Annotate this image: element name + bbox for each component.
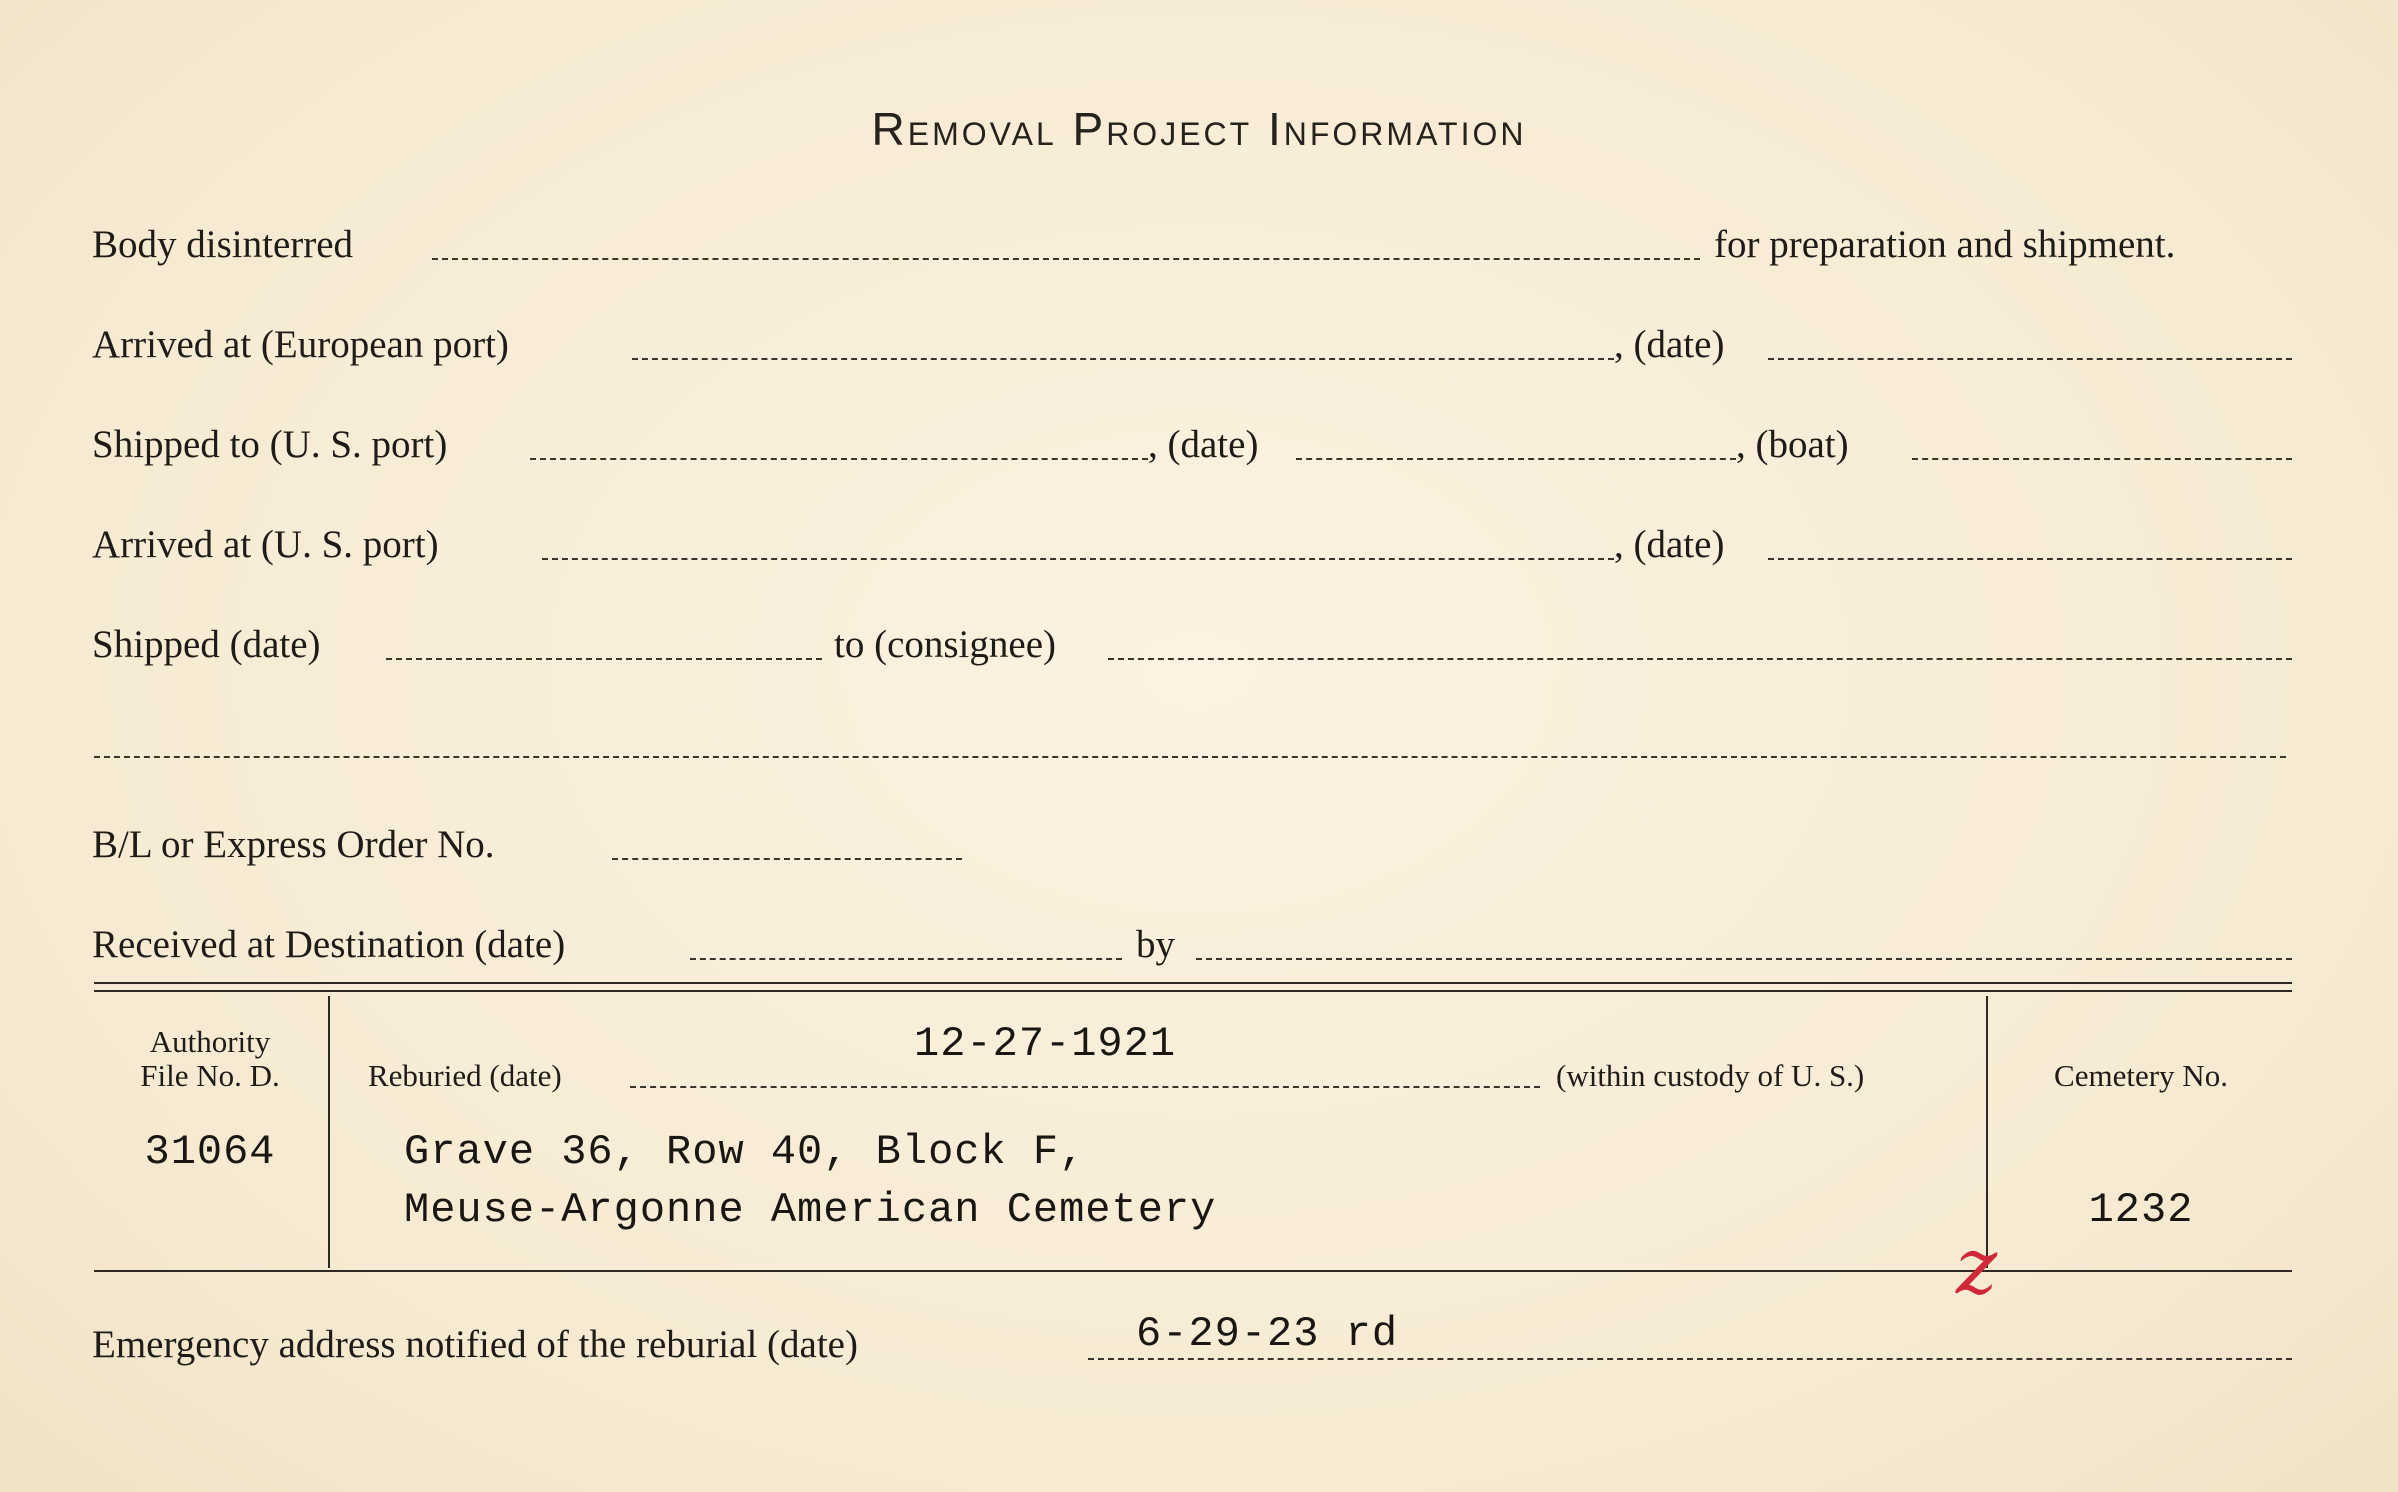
by-line xyxy=(1196,958,2292,960)
shipped-to-us-date-label: , (date) xyxy=(1148,423,1259,466)
file-no-value: 31064 xyxy=(144,1128,276,1176)
emergency-label: Emergency address notified of the reburial (date) xyxy=(92,1323,858,1366)
arrived-us-label: Arrived at (U. S. port) xyxy=(92,523,439,566)
authority-label: Authority xyxy=(149,1024,271,1059)
bl-order-label: B/L or Express Order No. xyxy=(92,823,495,866)
boat-line xyxy=(1912,458,2292,460)
reburied-line xyxy=(630,1086,1540,1088)
box-top-rule-double xyxy=(94,990,2292,992)
received-destination-line xyxy=(690,958,1122,960)
by-label: by xyxy=(1136,923,1175,966)
box-top-rule xyxy=(94,982,2292,984)
boat-label: , (boat) xyxy=(1736,423,1849,466)
shipped-to-us-line xyxy=(530,458,1148,460)
consignee-continuation-line xyxy=(94,756,2286,758)
arrived-european-line xyxy=(632,358,1614,360)
arrived-us-date-label: , (date) xyxy=(1614,523,1725,566)
reburied-label: Reburied (date) xyxy=(368,1058,562,1093)
box-divider-left xyxy=(328,996,330,1268)
grave-location-line2: Meuse-Argonne American Cemetery xyxy=(404,1186,1217,1234)
grave-location-line1: Grave 36, Row 40, Block F, xyxy=(404,1128,1086,1176)
shipped-date-line xyxy=(386,658,822,660)
cemetery-no-label: Cemetery No. xyxy=(2054,1058,2228,1093)
bl-order-line xyxy=(612,858,962,860)
body-disinterred-label: Body disinterred xyxy=(92,223,354,266)
arrived-us-date-line xyxy=(1768,558,2292,560)
received-destination-label: Received at Destination (date) xyxy=(92,923,566,966)
reburied-date-value: 12-27-1921 xyxy=(914,1020,1177,1068)
shipped-to-us-date-line xyxy=(1296,458,1736,460)
cemetery-no-value: 1232 xyxy=(2088,1186,2194,1234)
body-disinterred-line xyxy=(432,258,1700,260)
emergency-line xyxy=(1088,1358,2292,1360)
for-preparation-label: for preparation and shipment. xyxy=(1714,223,2176,266)
emergency-date-value: 6-29-23 rd xyxy=(1136,1310,1399,1358)
file-no-label: File No. D. xyxy=(140,1058,280,1093)
shipped-to-us-label: Shipped to (U. S. port) xyxy=(92,423,448,466)
arrived-european-label: Arrived at (European port) xyxy=(92,323,509,366)
consignee-line xyxy=(1108,658,2292,660)
arrived-european-date-line xyxy=(1768,358,2292,360)
red-handwritten-mark: z xyxy=(1956,1222,1998,1312)
card-title: Removal Project Information xyxy=(871,103,1527,155)
arrived-european-date-label: , (date) xyxy=(1614,323,1725,366)
arrived-us-line xyxy=(542,558,1614,560)
to-consignee-label: to (consignee) xyxy=(834,623,1057,666)
custody-label: (within custody of U. S.) xyxy=(1556,1058,1865,1093)
shipped-date-label: Shipped (date) xyxy=(92,623,321,666)
